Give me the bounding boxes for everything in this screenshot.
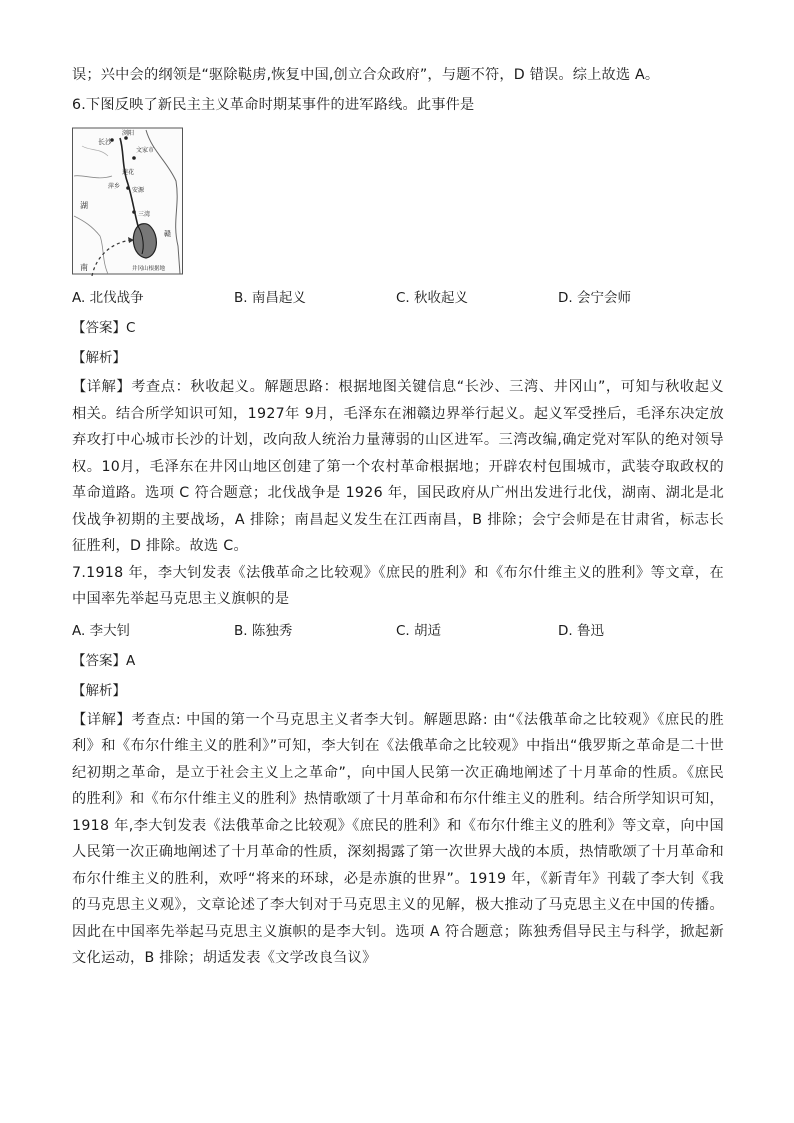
question-6-map	[72, 126, 184, 276]
option-c: C. 胡适	[396, 622, 442, 639]
option-a: A. 北伐战争	[72, 290, 144, 306]
map-label-pingxiang: 萍乡	[108, 183, 121, 190]
question-7-options	[72, 619, 724, 643]
question-7-answer: 【答案】A	[72, 652, 136, 669]
map-label-lianhua: 莲花	[122, 169, 135, 176]
question-6-analysis-tag: 【解析】	[72, 350, 126, 366]
question-6-answer: 【答案】C	[72, 320, 136, 336]
question-7-analysis: 【详解】考查点: 中国的第一个马克思主义者李大钊。解题思路: 由“《法俄革命之比较观》《庶民的胜利》和《布尔什维主义的胜利》”可知，李大钊在《法俄革命之比较观》中指出“俄罗斯之革命是二十世纪初期之革命，是立于社会主义上之革命”，向中国人民第一次正确地阐述了十月革命的性质。《庶民的胜利》和《布尔什维主义的胜利》热情歌颂了十月革命和布尔什维主义的胜利。结合所学知识可知，1918 年,李大钊发表《法俄革命之比较观》《庶民的胜利》和《布尔什维主义的胜利》等文章，向中国人民第一次正确地阐述了十月革命的性质，深刻揭露了第一次世界大战的本质，热情歌颂了十月革命和布尔什维主义的胜利，欢呼“将来的环球，必是赤旗的世界”。1919 年，《新青年》刊载了李大钊《我的马克思主义观》，文章论述了李大钊对于马克思主义的见解，极大推动了马克思主义在中国的传播。因此在中国率先举起马克思主义旗帜的是李大钊。选项 A 符合题意；陈独秀倡导民主与科学，掀起新文化运动，B 排除；胡适发表《文学改良刍议》	[72, 711, 724, 966]
map-label-wenjiashi: 文家市	[136, 147, 155, 154]
option-a: A. 李大钊	[72, 622, 131, 639]
option-d: D. 鲁迅	[558, 622, 604, 639]
question-6-options	[72, 286, 724, 310]
option-b: B. 陈独秀	[234, 622, 293, 639]
document-page	[72, 62, 724, 972]
question-6-analysis: 【详解】考查点：秋收起义。解题思路：根据地图关键信息“长沙、三湾、井冈山”，可知与秋收起义相关。结合所学知识可知，1927年 9月，毛泽东在湘赣边界举行起义。起义军受挫后，毛泽东决定放弃攻打中心城市长沙的计划，改向敌人统治力量薄弱的山区进军。三湾改编,确定党对军队的绝对领导权。10月，毛泽东在井冈山地区创建了第一个农村革命根据地；开辟农村包围城市，武装夺取政权的革命道路。选项 C 符合题意；北伐战争是 1926 年，国民政府从广州出发进行北伐，湖南、湖北是北伐战争初期的主要战场，A 排除；南昌起义发生在江西南昌，B 排除；会宁会师是在甘肃省，标志长征胜利，D 排除。故选 C。	[72, 379, 724, 554]
map-label-liuyang: 浏阳	[122, 130, 135, 137]
intro-line: 误；兴中会的纲领是“驱除鞑虏,恢复中国,创立合众政府”，与题不符，D 错误。综上故选 A。	[72, 67, 660, 83]
map-label-changsha: 长沙	[98, 138, 112, 146]
question-7-stem: 7.1918 年，李大钊发表《法俄革命之比较观》《庶民的胜利》和《布尔什维主义的胜利》等文章，在中国率先举起马克思主义旗帜的是	[72, 564, 724, 607]
question-7-analysis-tag: 【解析】	[72, 682, 126, 699]
route-map-figure	[72, 126, 184, 276]
map-label-gan: 赣	[164, 230, 171, 238]
option-b: B. 南昌起义	[234, 290, 306, 306]
map-label-hu: 湖	[80, 201, 88, 210]
question-6-stem: 6.下图反映了新民主主义革命时期某事件的进军路线。此事件是	[72, 97, 475, 113]
option-c: C. 秋收起义	[396, 290, 469, 306]
option-d: D. 会宁会师	[558, 290, 631, 306]
map-label-jinggangshan: 井冈山根据地	[132, 266, 166, 272]
map-label-anyuan: 安源	[132, 187, 145, 194]
map-label-sanwan: 三湾	[138, 211, 151, 218]
map-label-nan: 南	[80, 263, 88, 272]
